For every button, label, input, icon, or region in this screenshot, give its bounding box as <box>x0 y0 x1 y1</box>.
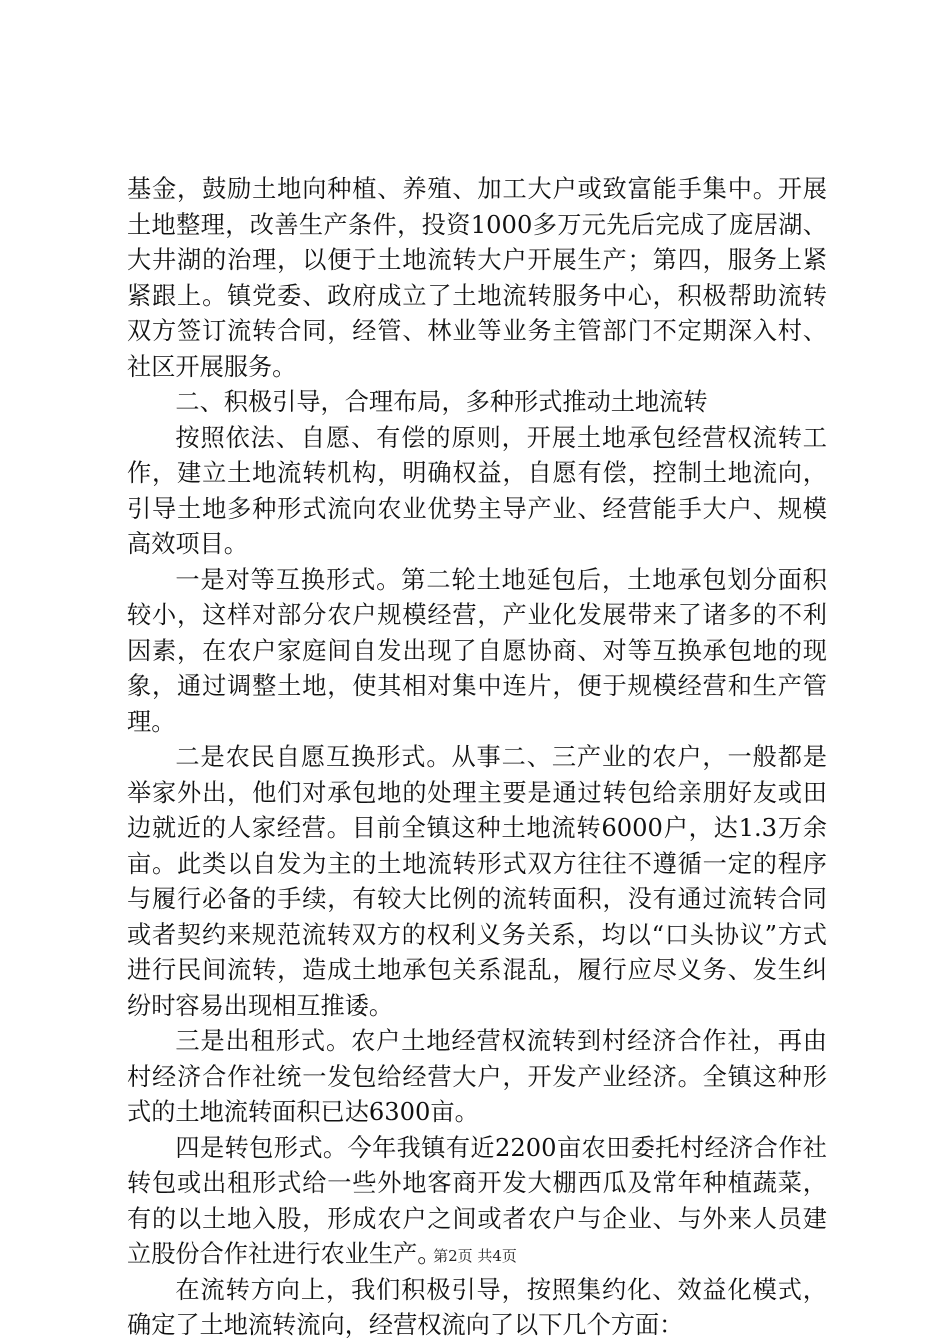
paragraph-continuation: 基金，鼓励土地向种植、养殖、加工大户或致富能手集中。开展土地整理，改善生产条件，投资1000多万元先后完成了庞居湖、大井湖的治理，以便于土地流转大户开展生产；第四，服务上紧紧跟上。镇党委、政府成立了土地流转服务中心，积极帮助流转双方签订流转合同，经管、林业等业务主管部门不定期深入村、社区开展服务。 <box>127 175 827 381</box>
paragraph: 按照依法、自愿、有偿的原则，开展土地承包经营权流转工作，建立土地流转机构，明确权益，自愿有偿，控制土地流向，引导土地多种形式流向农业优势主导产业、经营能手大户、规模高效项目。 <box>127 423 827 558</box>
paragraph: 在流转方向上，我们积极引导，按照集约化、效益化模式，确定了土地流转流向，经营权流向了以下几个方面： <box>127 1275 827 1339</box>
paragraph: 三是出租形式。农户土地经营权流转到村经济合作社，再由村经济合作社统一发包给经营大户，开发产业经济。全镇这种形式的土地流转面积已达6300亩。 <box>127 1027 827 1126</box>
paragraph: 一是对等互换形式。第二轮土地延包后，土地承包划分面积较小，这样对部分农户规模经营，产业化发展带来了诸多的不利因素，在农户家庭间自发出现了自愿协商、对等互换承包地的现象，通过调整土地，使其相对集中连片，便于规模经营和生产管理。 <box>127 565 827 736</box>
paragraph: 二是农民自愿互换形式。从事二、三产业的农户，一般都是举家外出，他们对承包地的处理主要是通过转包给亲朋好友或田边就近的人家经营。目前全镇这种土地流转6000户，达1.3万余亩。此类以自发为主的土地流转形式双方往往不遵循一定的程序与履行必备的手续，有较大比例的流转面积，没有通过流转合同或者契约来规范流转双方的权利义务关系，均以“口头协议”方式进行民间流转，造成土地承包关系混乱，履行应尽义务、发生纠纷时容易出现相互推诿。 <box>127 743 827 1020</box>
section-heading: 二、积极引导，合理布局，多种形式推动土地流转 <box>175 388 708 416</box>
paragraph: 四是转包形式。今年我镇有近2200亩农田委托村经济合作社转包或出租形式给一些外地客商开发大棚西瓜及常年种植蔬菜，有的以土地入股，形成农户之间或者农户与企业、与外来人员建立股份合作社进行农业生产。 <box>127 1133 827 1268</box>
document-body <box>127 172 827 1344</box>
page-number-footer: 第2页 共4页 <box>433 1247 517 1265</box>
